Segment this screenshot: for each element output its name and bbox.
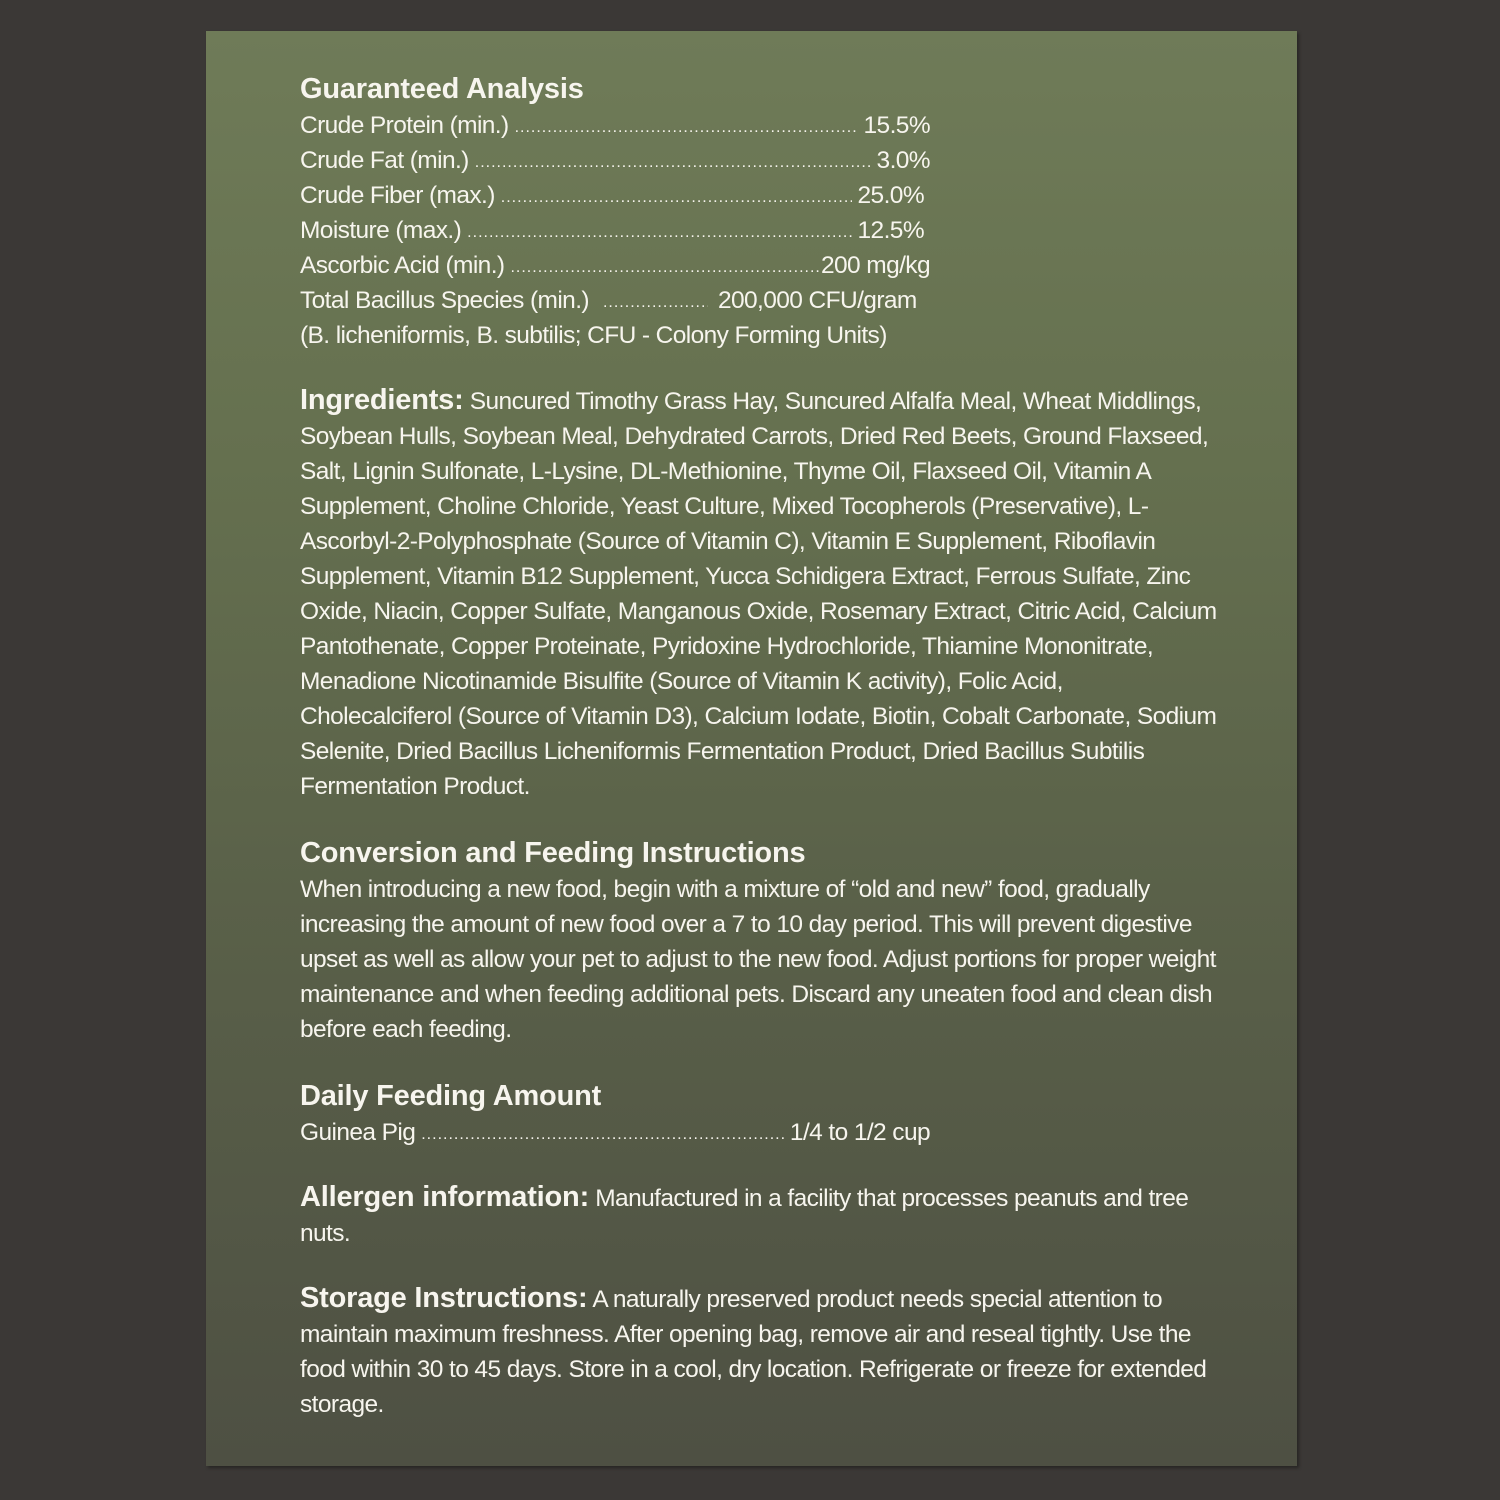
ingredients-text: Suncured Timothy Grass Hay, Suncured Alfalfa Meal, Wheat Middlings, Soybean Hulls, Soybean Meal, Dehydrated Carrots, Dried Red Beets, Ground Flaxseed, Salt, Lignin Sulfonate, L-Lysine, DL-Methionine, Thyme Oil, Flaxseed Oil, Vitamin A Supplement, Choline Chloride, Yeast Culture, Mixed Tocopherols (Preservative), L-Ascorbyl-2-Polyphosphate (Source of Vitamin C), Vitamin E Supplement, Riboflavin Supplement, Vitamin B12 Supplement, Yucca Schidigera Extract, Ferrous Sulfate, Zinc Oxide, Niacin, Copper Sulfate, Manganous Oxide, Rosemary Extract, Citric Acid, Calcium Pantothenate, Copper Proteinate, Pyridoxine Hydrochloride, Thiamine Mononitrate, Menadione Nicotinamide Bisulfite (Source of Vitamin K activity), Folic Acid, Cholecalciferol (Source of Vitamin D3), Calcium Iodate, Biotin, Cobalt Carbonate, Sodium Selenite, Dried Bacillus Licheniformis Fermentation Product, Dried Bacillus Subtilis Fermentation Product. [300,388,1217,800]
storage-text: A naturally preserved product needs special attention to maintain maximum freshness. After opening bag, remove air and reseal tightly. Use the food within 30 to 45 days. Store in a cool, dry location. Refrigerate or freeze for extended storage. [300,1286,1207,1418]
analysis-note: (B. licheniformis, B. subtilis; CFU - Colony Forming Units) [300,322,887,349]
analysis-label: Moisture (max.) [300,217,462,244]
dot-leader [501,188,852,213]
label-content [300,70,1220,1422]
guaranteed-analysis-title: Guaranteed Analysis [300,73,584,105]
feeding-value: 1/4 to 1/2 cup [789,1119,930,1146]
guaranteed-analysis-section [300,70,1220,353]
storage-section [300,1281,1220,1422]
analysis-row-crude-fiber [300,178,924,213]
dot-leader [603,293,708,318]
allergen-text: Manufactured in a facility that processes peanuts and tree nuts. [300,1185,1189,1247]
analysis-label: Crude Fat (min.) [300,147,469,174]
dot-leader [515,118,858,143]
analysis-label: Crude Fiber (max.) [300,182,495,209]
ingredients-section [300,383,1220,804]
analysis-row-crude-protein [300,108,930,143]
daily-feeding-section [300,1077,1220,1150]
dot-leader [421,1125,784,1150]
analysis-row-ascorbic-acid [300,248,930,283]
allergen-paragraph [300,1180,1220,1251]
analysis-row-crude-fat [300,143,930,178]
ingredients-paragraph [300,383,1220,804]
daily-feeding-title: Daily Feeding Amount [300,1080,602,1112]
analysis-value: 200,000 CFU/gram [717,287,917,314]
analysis-label: Crude Protein (min.) [300,112,509,139]
analysis-row-moisture [300,213,924,248]
analysis-label: Total Bacillus Species (min.) [300,287,589,314]
analysis-value: 3.0% [876,147,930,174]
analysis-label: Ascorbic Acid (min.) [300,252,505,279]
analysis-value: 15.5% [863,112,930,139]
dot-leader [467,223,851,248]
ingredients-label: Ingredients: [300,384,464,416]
feeding-label: Guinea Pig [300,1119,416,1146]
storage-label: Storage Instructions: [300,1282,588,1314]
analysis-value: 25.0% [857,182,924,209]
dot-leader [510,258,821,283]
dot-leader [475,153,871,178]
conversion-title: Conversion and Feeding Instructions [300,837,806,869]
analysis-value: 12.5% [857,217,924,244]
allergen-section [300,1180,1220,1251]
analysis-value: 200 mg/kg [820,252,930,279]
conversion-section [300,834,1220,1047]
allergen-label: Allergen information: [300,1181,590,1213]
feeding-row-guinea-pig [300,1115,930,1150]
analysis-row-total-bacillus [300,283,930,318]
storage-paragraph [300,1281,1220,1422]
conversion-text: When introducing a new food, begin with a mixture of “old and new” food, gradually increasing the amount of new food over a 7 to 10 day period. This will prevent digestive upset as well as allow your pet to adjust to the new food. Adjust portions for proper weight maintenance and when feeding additional pets. Discard any uneaten food and clean dish before each feeding. [300,876,1216,1043]
